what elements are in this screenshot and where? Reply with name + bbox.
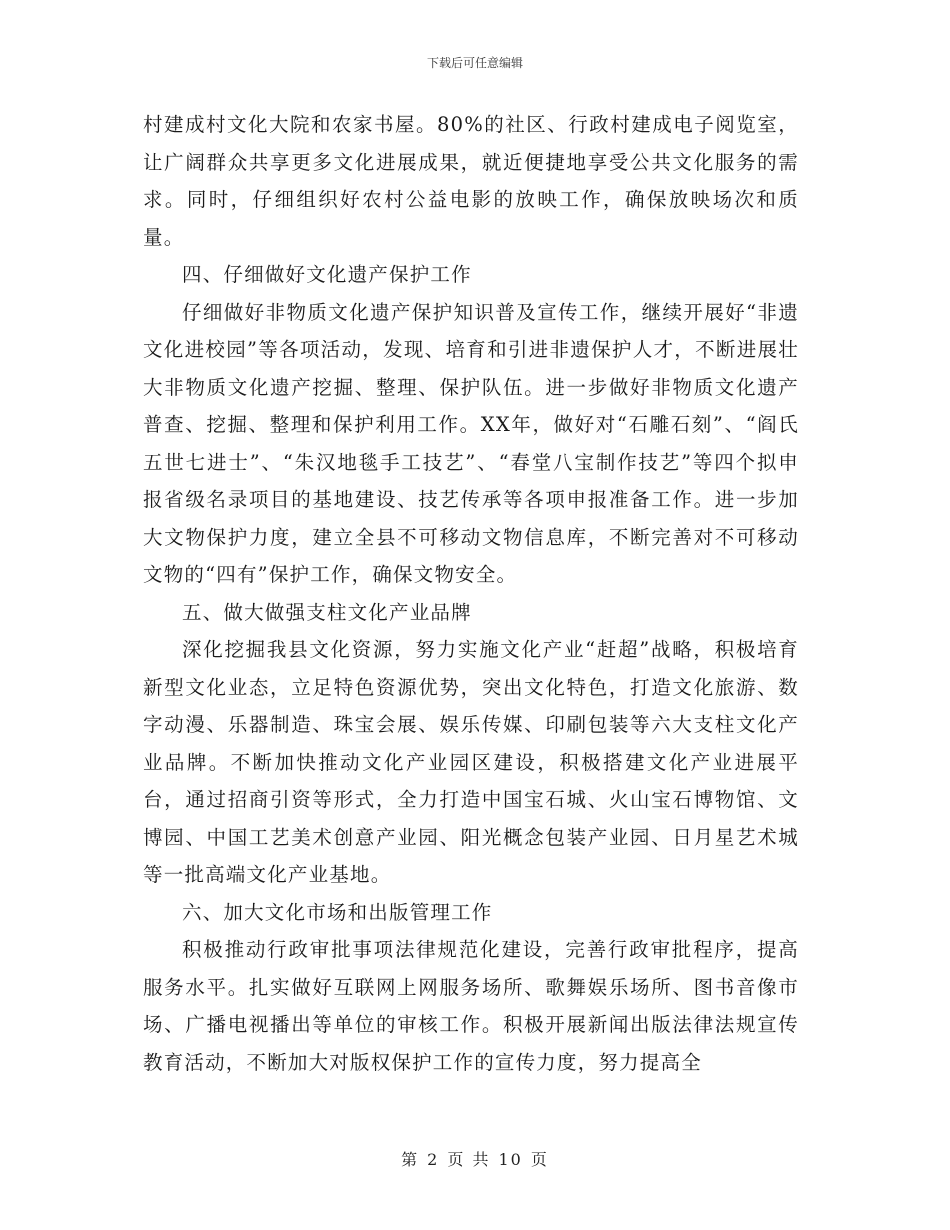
footer-prefix: 第	[401, 1150, 420, 1169]
footer-page-number: 2	[427, 1150, 440, 1169]
page-footer	[0, 1147, 950, 1170]
paragraph-section-5: 深化挖掘我县文化资源，努力实施文化产业“赶超”战略，积极培育新型文化业态，立足特色资源优势，突出文化特色，打造文化旅游、数字动漫、乐器制造、珠宝会展、娱乐传媒、印刷包装等六大支柱文化产业品牌。不断加快推动文化产业园区建设，积极搭建文化产业进展平台，通过招商引资等形式，全力打造中国宝石城、火山宝石博物馆、文博园、中国工艺美术创意产业园、阳光概念包装产业园、日月星艺术城等一批高端文化产业基地。	[143, 638, 799, 886]
section-heading-4: 四、仔细做好文化遗产保护工作	[182, 263, 472, 286]
paragraph-section-4: 仔细做好非物质文化遗产保护知识普及宣传工作，继续开展好“非遗文化进校园”等各项活动，发现、培育和引进非遗保护人才，不断进展壮大非物质文化遗产挖掘、整理、保护队伍。进一步做好非物质文化遗产普查、挖掘、整理和保护利用工作。XX年，做好对“石雕石刻”、“阎氏五世七进士”、“朱汉地毯手工技艺”、“春堂八宝制作技艺”等四个拟申报省级名录项目的基地建设、技艺传承等各项申报准备工作。进一步加大文物保护力度，建立全县不可移动文物信息库，不断完善对不可移动文物的“四有”保护工作，确保文物安全。	[143, 300, 799, 586]
paragraph-continued: 村建成村文化大院和农家书屋。80%的社区、行政村建成电子阅览室，让广阔群众共享更多文化进展成果，就近便捷地享受公共文化服务的需求。同时，仔细组织好农村公益电影的放映工作，确保放映场次和质量。	[143, 113, 799, 249]
paragraph-section-6: 积极推动行政审批事项法律规范化建设，完善行政审批程序，提高服务水平。扎实做好互联网上网服务场所、歌舞娱乐场所、图书音像市场、广播电视播出等单位的审核工作。积极开展新闻出版法律法规宣传教育活动，不断加大对版权保护工作的宣传力度，努力提高全	[143, 938, 799, 1074]
page-header: 下载后可任意编辑	[426, 56, 523, 70]
footer-mid: 页 共	[447, 1150, 491, 1169]
footer-suffix: 页	[530, 1150, 549, 1169]
section-heading-5: 五、做大做强支柱文化产业品牌	[182, 600, 472, 624]
footer-total-pages: 10	[498, 1150, 523, 1169]
document-body	[143, 106, 799, 1081]
section-heading-6: 六、加大文化市场和出版管理工作	[182, 900, 493, 924]
